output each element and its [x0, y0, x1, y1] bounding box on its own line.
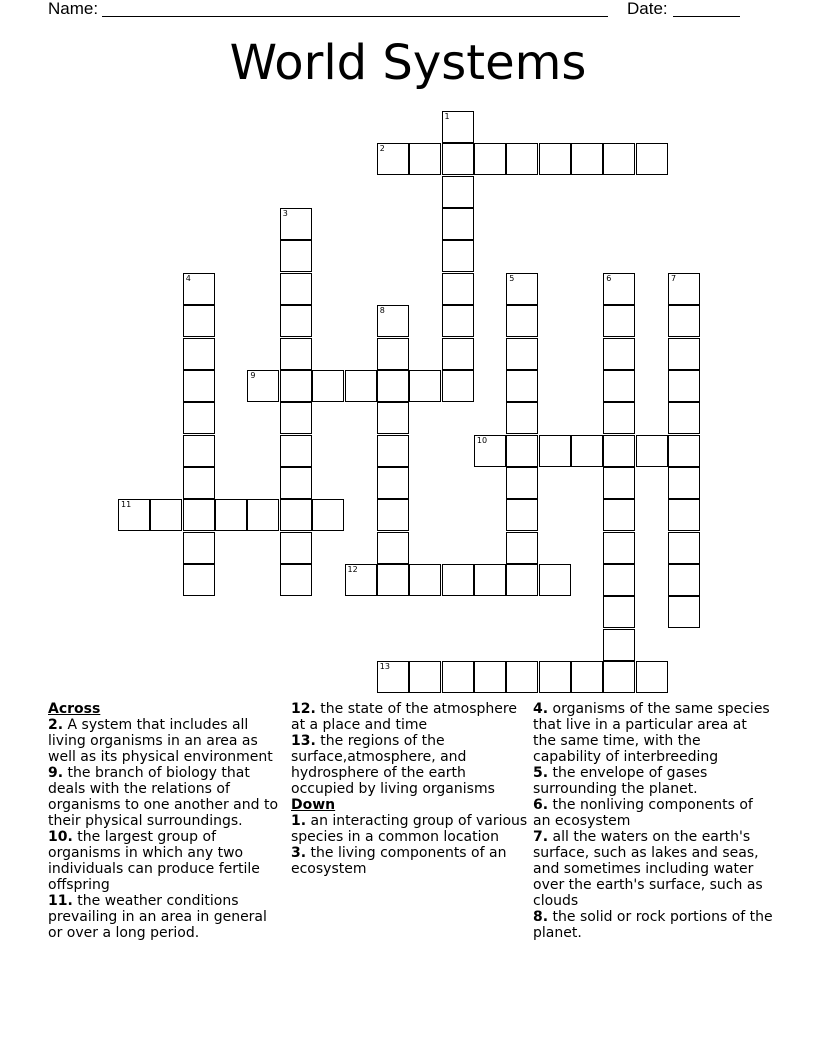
crossword-cell[interactable] [183, 338, 215, 370]
crossword-cell[interactable] [442, 305, 474, 337]
crossword-cell[interactable] [506, 564, 538, 596]
crossword-cell[interactable] [474, 143, 506, 175]
crossword-cell[interactable] [668, 305, 700, 337]
crossword-cell[interactable] [377, 467, 409, 499]
clue-across-9: 9. the branch of biology that deals with the relations of organisms to one another and to their physical surroundings. [48, 765, 279, 829]
crossword-cell[interactable] [377, 402, 409, 434]
crossword-cell[interactable] [183, 467, 215, 499]
crossword-cell[interactable] [506, 273, 538, 305]
crossword-cell[interactable] [571, 435, 603, 467]
crossword-cell[interactable] [539, 435, 571, 467]
crossword-cell[interactable] [118, 499, 150, 531]
down-heading: Down [291, 797, 336, 813]
clue-down-4: 4. organisms of the same species that live in a particular area at the same time, with the capability of interbreeding [533, 701, 770, 765]
crossword-cell[interactable] [603, 435, 635, 467]
crossword-cell[interactable] [539, 661, 571, 693]
crossword-cell[interactable] [442, 143, 474, 175]
crossword-cell[interactable] [442, 240, 474, 272]
crossword-cell[interactable] [603, 402, 635, 434]
crossword-cell[interactable] [636, 435, 668, 467]
clue-across-10: 10. the largest group of organisms in which any two individuals can produce fertile offspring [48, 829, 260, 893]
across-heading: Across [48, 701, 101, 717]
crossword-cell[interactable] [183, 564, 215, 596]
cell-number: 11 [121, 500, 132, 510]
crossword-cell[interactable] [377, 338, 409, 370]
crossword-cell[interactable] [668, 532, 700, 564]
crossword-cell[interactable] [442, 661, 474, 693]
crossword-cell[interactable] [280, 208, 312, 240]
clue-down-1: 1. an interacting group of various species in a common location [291, 813, 528, 845]
crossword-cell[interactable] [442, 208, 474, 240]
crossword-cell[interactable] [280, 370, 312, 402]
crossword-cell[interactable] [603, 338, 635, 370]
crossword-cell[interactable] [442, 370, 474, 402]
clue-column-3 [533, 701, 773, 941]
crossword-cell[interactable] [183, 370, 215, 402]
crossword-cell[interactable] [377, 143, 409, 175]
crossword-cell[interactable] [603, 370, 635, 402]
crossword-cell[interactable] [442, 176, 474, 208]
crossword-cell[interactable] [603, 305, 635, 337]
crossword-cell[interactable] [377, 661, 409, 693]
clue-down-5: 5. the envelope of gases surrounding the planet. [533, 765, 708, 797]
crossword-cell[interactable] [506, 370, 538, 402]
crossword-cell[interactable] [345, 564, 377, 596]
crossword-cell[interactable] [506, 143, 538, 175]
crossword-cell[interactable] [506, 435, 538, 467]
crossword-cell[interactable] [377, 499, 409, 531]
crossword-cell[interactable] [603, 596, 635, 628]
clue-down-6: 6. the nonliving components of an ecosystem [533, 797, 753, 829]
crossword-cell[interactable] [571, 661, 603, 693]
crossword-cell[interactable] [668, 338, 700, 370]
crossword-cell[interactable] [603, 467, 635, 499]
crossword-cell[interactable] [506, 305, 538, 337]
crossword-cell[interactable] [603, 564, 635, 596]
crossword-cell[interactable] [539, 564, 571, 596]
crossword-cell[interactable] [442, 273, 474, 305]
cell-number: 6 [606, 273, 612, 283]
crossword-cell[interactable] [280, 435, 312, 467]
crossword-cell[interactable] [668, 402, 700, 434]
clue-down-3: 3. the living components of an ecosystem [291, 845, 507, 877]
crossword-cell[interactable] [377, 564, 409, 596]
crossword-cell[interactable] [539, 143, 571, 175]
crossword-cell[interactable] [183, 305, 215, 337]
puzzle-title: World Systems [229, 35, 587, 91]
cell-number: 4 [185, 273, 191, 283]
cell-number: 12 [347, 564, 358, 574]
crossword-cell[interactable] [506, 499, 538, 531]
crossword-cell[interactable] [280, 273, 312, 305]
clue-down-8: 8. the solid or rock portions of the planet. [533, 909, 773, 941]
crossword-cell[interactable] [377, 305, 409, 337]
clue-column-1 [48, 701, 284, 941]
crossword-cell[interactable] [506, 532, 538, 564]
crossword-cell[interactable] [377, 370, 409, 402]
crossword-cell[interactable] [603, 143, 635, 175]
clue-across-2: 2. A system that includes all living organisms in an area as well as its physical environment [48, 717, 273, 765]
crossword-cell[interactable] [247, 370, 279, 402]
crossword-cell[interactable] [571, 143, 603, 175]
crossword-cell[interactable] [668, 370, 700, 402]
crossword-cell[interactable] [377, 435, 409, 467]
crossword-cell[interactable] [312, 499, 344, 531]
crossword-cell[interactable] [474, 661, 506, 693]
cell-number: 1 [444, 112, 450, 121]
crossword-cell[interactable] [636, 661, 668, 693]
crossword-cell[interactable] [506, 467, 538, 499]
crossword-cell[interactable] [603, 499, 635, 531]
crossword-cell[interactable] [668, 499, 700, 531]
crossword-cell[interactable] [280, 532, 312, 564]
clue-across-12: 12. the state of the atmosphere at a place and time [291, 701, 517, 733]
cell-number: 7 [671, 273, 677, 283]
crossword-cell[interactable] [506, 661, 538, 693]
clue-across-11: 11. the weather conditions prevailing in an area in general or over a long period. [48, 893, 267, 941]
crossword-cell[interactable] [668, 564, 700, 596]
cell-number: 5 [509, 273, 515, 283]
crossword-cell[interactable] [603, 661, 635, 693]
crossword-cell[interactable] [183, 402, 215, 434]
crossword-cell[interactable] [377, 532, 409, 564]
crossword-cell[interactable] [280, 564, 312, 596]
crossword-cell[interactable] [280, 305, 312, 337]
crossword-cell[interactable] [442, 338, 474, 370]
cell-number: 9 [250, 370, 256, 380]
clue-column-2 [291, 701, 529, 877]
crossword-cell[interactable] [312, 370, 344, 402]
crossword-cell[interactable] [668, 435, 700, 467]
crossword-cell[interactable] [150, 499, 182, 531]
crossword-cell[interactable] [668, 596, 700, 628]
cell-number: 3 [282, 209, 288, 219]
crossword-cell[interactable] [183, 435, 215, 467]
crossword-cell[interactable] [183, 273, 215, 305]
crossword-cell[interactable] [603, 273, 635, 305]
crossword-cell[interactable] [409, 564, 441, 596]
name-label: Name: [48, 0, 99, 18]
crossword-cell[interactable] [603, 532, 635, 564]
crossword-cell[interactable] [474, 435, 506, 467]
crossword-cell[interactable] [280, 240, 312, 272]
crossword-cell[interactable] [280, 467, 312, 499]
crossword-cell[interactable] [603, 629, 635, 661]
crossword-cell[interactable] [506, 338, 538, 370]
crossword-cell[interactable] [668, 467, 700, 499]
crossword-cell[interactable] [409, 661, 441, 693]
crossword-cell[interactable] [636, 143, 668, 175]
cell-number: 2 [379, 144, 385, 154]
crossword-cell[interactable] [280, 499, 312, 531]
crossword-cell[interactable] [280, 402, 312, 434]
crossword-cell[interactable] [183, 499, 215, 531]
crossword-cell[interactable] [442, 564, 474, 596]
cell-number: 10 [476, 435, 488, 445]
crossword-cell[interactable] [668, 273, 700, 305]
cell-number: 13 [379, 662, 390, 671]
crossword-cell[interactable] [345, 370, 377, 402]
crossword-cell[interactable] [215, 499, 247, 531]
crossword-cell[interactable] [474, 564, 506, 596]
crossword-cell[interactable] [506, 402, 538, 434]
crossword-cell[interactable] [442, 111, 474, 143]
crossword-cell[interactable] [183, 532, 215, 564]
crossword-cell[interactable] [409, 370, 441, 402]
crossword-cell[interactable] [409, 143, 441, 175]
cell-number: 8 [379, 306, 385, 316]
crossword-cell[interactable] [280, 338, 312, 370]
clue-across-13: 13. the regions of the surface,atmosphere, and hydrosphere of the earth occupied by living organisms [291, 733, 495, 797]
clue-down-7: 7. all the waters on the earth's surface, such as lakes and seas, and sometimes including water over the earth's surface, such as clouds [533, 829, 763, 909]
date-label: Date: [627, 0, 668, 18]
crossword-cell[interactable] [247, 499, 279, 531]
